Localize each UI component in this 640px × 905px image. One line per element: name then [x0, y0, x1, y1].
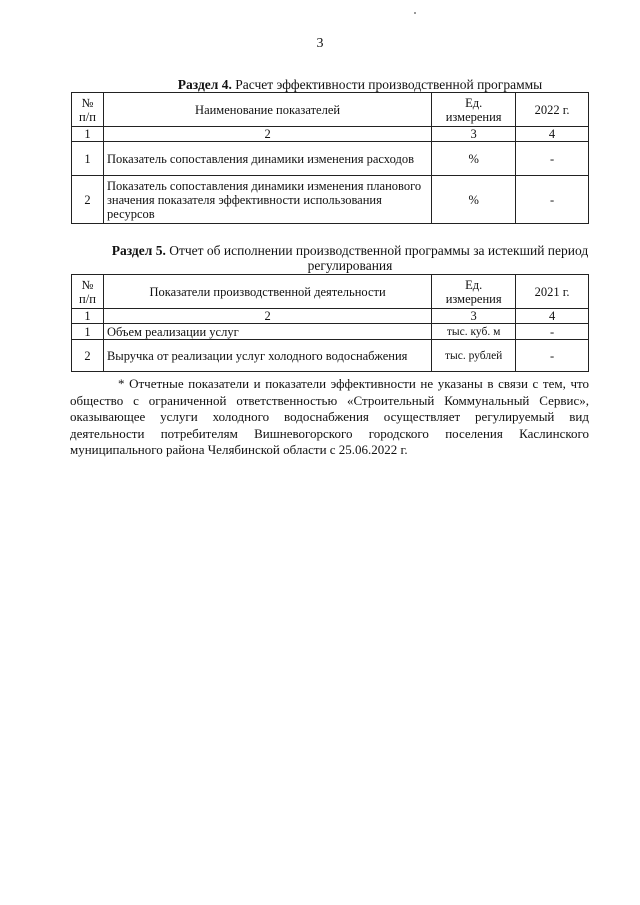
colnum-4: 4	[516, 309, 589, 324]
section5-title-text: Отчет об исполнении производственной программы за истекший период регулирования	[165, 243, 589, 273]
table-header-row	[72, 275, 589, 309]
row-value: -	[516, 176, 589, 224]
row-name: Выручка от реализации услуг холодного водоснабжения	[103, 340, 431, 372]
row-unit: %	[432, 176, 516, 224]
row-unit: %	[432, 142, 516, 176]
header-unit: Ед. измерения	[432, 93, 516, 127]
section5-title-bold: Раздел 5.	[111, 243, 166, 258]
row-value: -	[516, 340, 589, 372]
header-num: № п/п	[72, 275, 104, 309]
colnum-2: 2	[103, 309, 431, 324]
row-name: Объем реализации услуг	[103, 324, 431, 340]
page-number: 3	[316, 36, 324, 51]
row-name: Показатель сопоставления динамики изменения планового значения показателя эффективности использования ресурсов	[103, 176, 431, 224]
header-name: Наименование показателей	[103, 93, 431, 127]
colnum-1: 1	[72, 127, 104, 142]
footnote-text: * Отчетные показатели и показатели эффективности не указаны в связи с тем, что общество с ограниченной ответственностью «Строительный Коммунальный Сервис», оказывающее услуги холодного водоснабжения осуществляет регулируемый вид деятельности потребителям Вишневогорского городского поселения Каслинского муниципального района Челябинской области с 25.06.2022 г.	[70, 376, 589, 457]
colnum-4: 4	[516, 127, 589, 142]
row-num: 2	[72, 340, 104, 372]
section5-table	[71, 274, 589, 372]
colnum-3: 3	[432, 127, 516, 142]
table-row	[72, 176, 589, 224]
row-num: 2	[72, 176, 104, 224]
scan-speck	[414, 12, 416, 14]
colnum-3: 3	[432, 309, 516, 324]
row-value: -	[516, 142, 589, 176]
row-unit: тыс. рублей	[432, 340, 516, 372]
table-row	[72, 324, 589, 340]
row-unit: тыс. куб. м	[432, 324, 516, 340]
row-num: 1	[72, 142, 104, 176]
table-row	[72, 142, 589, 176]
column-numbers-row	[72, 309, 589, 324]
row-num: 1	[72, 324, 104, 340]
colnum-1: 1	[72, 309, 104, 324]
row-name: Показатель сопоставления динамики изменения расходов	[103, 142, 431, 176]
header-unit: Ед. измерения	[432, 275, 516, 309]
table-header-row	[72, 93, 589, 127]
column-numbers-row	[72, 127, 589, 142]
section4-title-text: Расчет эффективности производственной программы	[231, 77, 543, 92]
header-year: 2022 г.	[516, 93, 589, 127]
section4-title-bold: Раздел 4.	[177, 77, 232, 92]
header-name: Показатели производственной деятельности	[103, 275, 431, 309]
header-num: № п/п	[72, 93, 104, 127]
section4-table	[71, 92, 589, 224]
colnum-2: 2	[103, 127, 431, 142]
row-value: -	[516, 324, 589, 340]
header-year: 2021 г.	[516, 275, 589, 309]
table-row	[72, 340, 589, 372]
section4-title	[110, 77, 610, 92]
section5-title	[110, 243, 590, 273]
footnote	[70, 376, 589, 459]
